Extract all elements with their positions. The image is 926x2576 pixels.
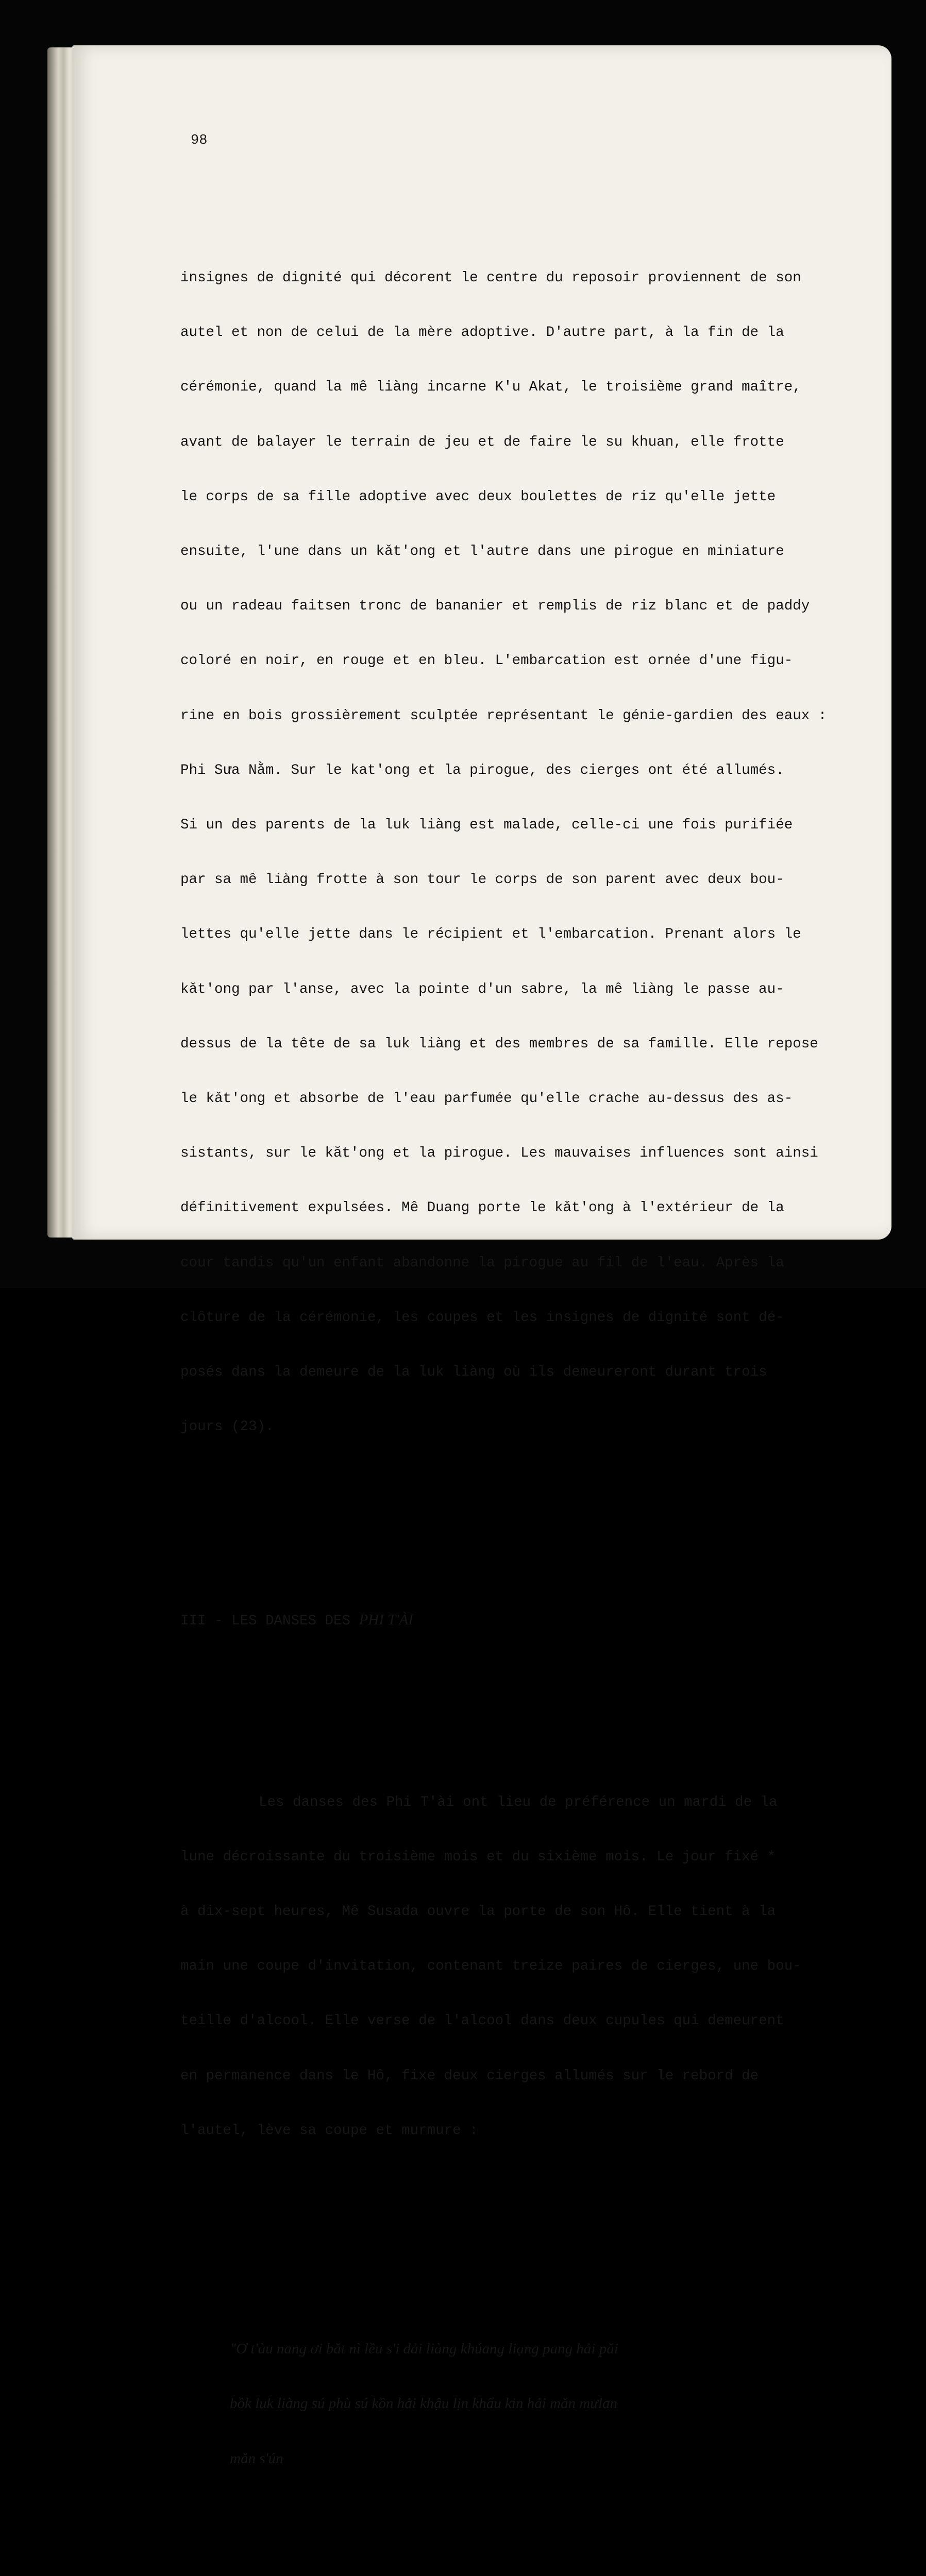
- section-heading-prefix: III - LES DANSES DES: [180, 1613, 359, 1629]
- paragraph-2: [180, 1757, 840, 2176]
- paragraph-1: [180, 232, 840, 1472]
- text-line: définitivement expulsées. Mê Duang porte le kǎt'ong à l'extérieur de la: [180, 1200, 784, 1216]
- text-line: le kǎt'ong et absorbe de l'eau parfumée qu'elle crache au-dessus des as-: [180, 1091, 793, 1107]
- text-line: lettes qu'elle jette dans le récipient et l'embarcation. Prenant alors le: [180, 926, 801, 943]
- text-line: avant de balayer le terrain de jeu et de faire le su khuan, elle frotte: [180, 434, 784, 450]
- quote-line: bồk luk liàng sú phù sú kồn hải khậu lịn khẩu kin hải mǎn mưlan: [230, 2395, 618, 2412]
- text-line: l'autel, lève sa coupe et murmure :: [180, 2122, 478, 2139]
- text-line: à dix-sept heures, Mê Susada ouvre la porte de son Hô. Elle tient à la: [180, 1903, 776, 1920]
- text-line: teille d'alcool. Elle verse de l'alcool dans deux cupules qui demeurent: [180, 2013, 784, 2029]
- text-line: autel et non de celui de la mère adoptive. D'autre part, à la fin de la: [180, 325, 784, 341]
- text-line: sistants, sur le kǎt'ong et la pirogue. Les mauvaises influences sont ainsi: [180, 1145, 818, 1162]
- text-line: lune décroissante du troisième mois et du sixième mois. Le jour fixé *: [180, 1849, 776, 1865]
- text-line: Les danses des Phi T'ài ont lieu de préférence un mardi de la: [259, 1794, 778, 1810]
- quote-line: mǎn s'ún: [230, 2450, 283, 2467]
- text-line: rine en bois grossièrement sculptée représentant le génie-gardien des eaux :: [180, 707, 827, 724]
- section-heading-italic: PHI T'ÀI: [359, 1611, 413, 1628]
- text-line: coloré en noir, en rouge et en bleu. L'embarcation est ornée d'une figu-: [180, 653, 793, 669]
- invocation-quote: [180, 2303, 840, 2504]
- text-line: main une coupe d'invitation, contenant treize paires de cierges, une bou-: [180, 1958, 801, 1975]
- section-heading: [180, 1611, 840, 1629]
- text-line: jours (23).: [180, 1419, 274, 1435]
- text-line: ou un radeau faitsen tronc de bananier et remplis de riz blanc et de paddy: [180, 598, 810, 615]
- quote-line: "Ơ t'àu nang ơi bǎt nì lều s'i dải liàng khúang liạng pang hải pǎi: [230, 2341, 618, 2358]
- text-line: posés dans la demeure de la luk liàng où ils demeureront durant trois: [180, 1364, 767, 1381]
- text-line: kǎt'ong par l'anse, avec la pointe d'un sabre, la mê liàng le passe au-: [180, 981, 784, 997]
- text-line: insignes de dignité qui décorent le centre du reposoir proviennent de son: [180, 270, 801, 286]
- text-line: clôture de la cérémonie, les coupes et les insignes de dignité sont dé-: [180, 1309, 784, 1326]
- text-line: Si un des parents de la luk liàng est malade, celle-ci une fois purifiée: [180, 817, 793, 834]
- text-line: par sa mê liàng frotte à son tour le corps de son parent avec deux bou-: [180, 872, 784, 888]
- text-line: cérémonie, quand la mê liàng incarne K'u Akat, le troisième grand maître,: [180, 379, 801, 396]
- text-line: dessus de la tête de sa luk liàng et des membres de sa famille. Elle repose: [180, 1036, 818, 1052]
- text-line: cour tandis qu'un enfant abandonne la pirogue au fil de l'eau. Après la: [180, 1255, 784, 1271]
- text-line: ensuite, l'une dans un kǎt'ong et l'autre dans une pirogue en miniature: [180, 544, 784, 560]
- page-body: [180, 178, 840, 2576]
- text-line: Phi Sưa Nằm. Sur le kat'ong et la pirogue, des cierges ont été allumés.: [180, 762, 784, 778]
- text-line: le corps de sa fille adoptive avec deux boulettes de riz qu'elle jette: [180, 488, 776, 505]
- text-line: en permanence dans le Hô, fixe deux cierges allumés sur le rebord de: [180, 2067, 759, 2084]
- page-number: 98: [191, 133, 208, 148]
